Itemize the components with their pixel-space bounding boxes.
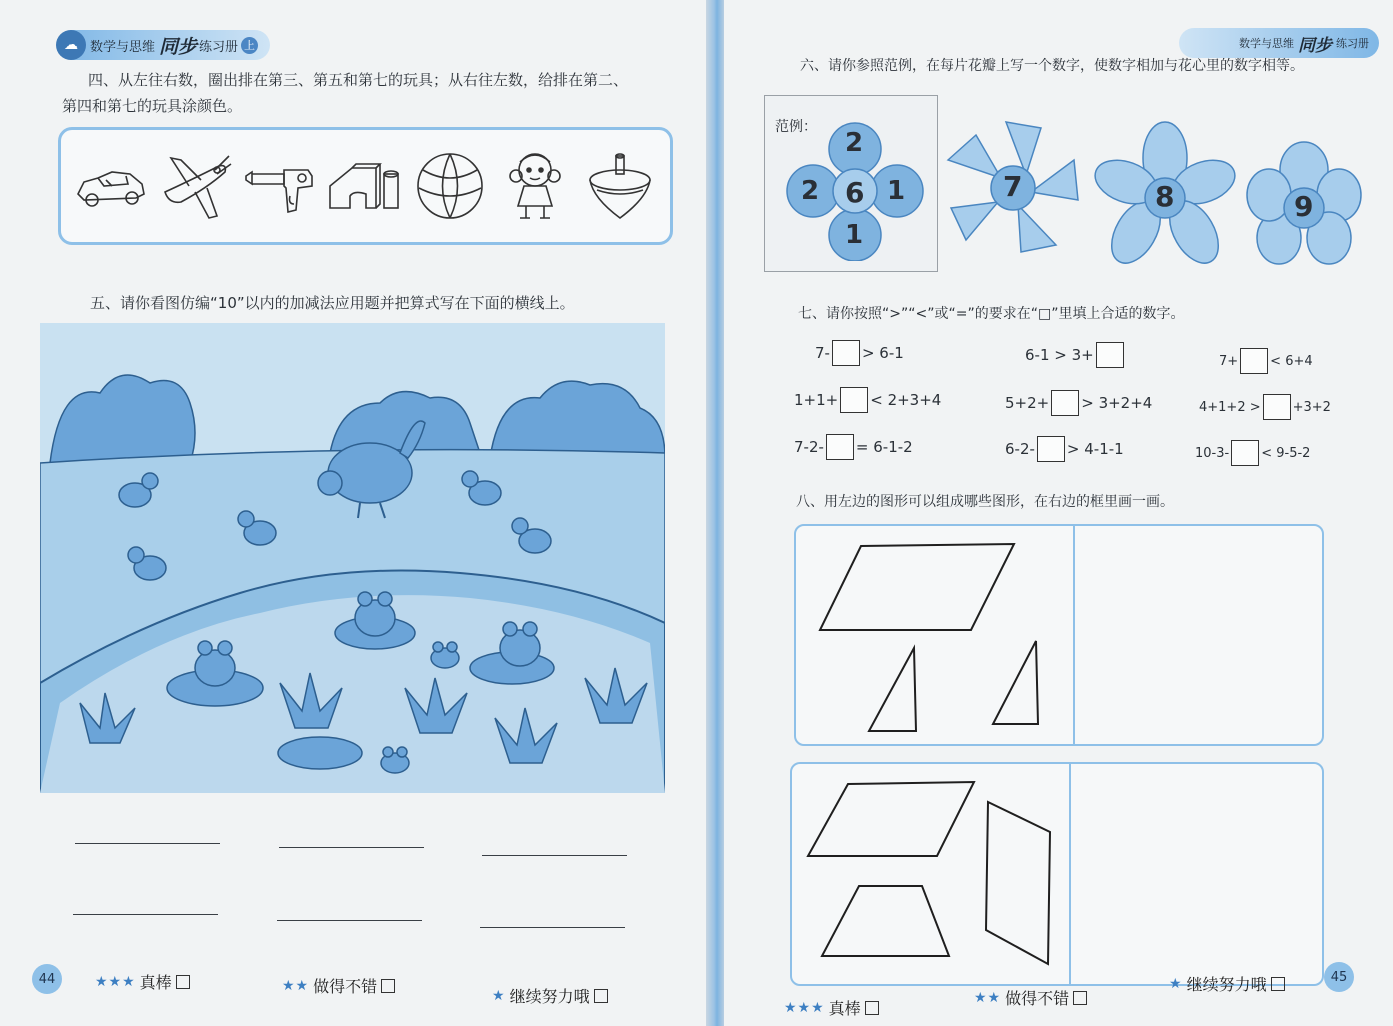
ball-icon[interactable]: [411, 146, 489, 226]
eq-right: +3+2: [1292, 399, 1331, 415]
panel-divider: [1069, 764, 1071, 984]
cloud-logo-icon: ☁: [56, 30, 86, 60]
flower-center-number: 8: [1155, 180, 1175, 213]
parallelogram-shape: [986, 802, 1050, 964]
answer-box[interactable]: [1231, 440, 1259, 466]
equation: [1219, 348, 1313, 374]
example-center: 6: [845, 176, 865, 209]
stars-icon: ★★: [282, 977, 310, 994]
q8-text: 八、用左边的图形可以组成哪些图形，在右边的框里画一画。: [796, 494, 1174, 510]
answer-line[interactable]: [482, 855, 627, 856]
given-shapes: [796, 526, 1073, 744]
flower-eight: [1094, 120, 1236, 270]
rating-checkbox[interactable]: [1073, 991, 1087, 1005]
answer-box[interactable]: [1051, 390, 1079, 416]
answer-line[interactable]: [279, 847, 424, 848]
header-title: 同步: [1298, 35, 1332, 56]
rating-label: 真棒: [139, 973, 172, 992]
eq-left: 7-2-: [794, 438, 824, 456]
example-petal-left: 2: [801, 176, 820, 206]
answer-box[interactable]: [1096, 342, 1124, 368]
equation: [1005, 390, 1152, 416]
example-label: 范例：: [775, 119, 817, 135]
eq-right: < 2+3+4: [870, 391, 942, 409]
panel-divider: [1073, 526, 1075, 744]
flower-seven: [946, 120, 1081, 255]
equation: [1005, 436, 1124, 462]
flower-center-number: 9: [1294, 190, 1314, 223]
parallelogram-shape: [820, 544, 1014, 630]
equation: [794, 387, 941, 413]
rating-checkbox[interactable]: [381, 979, 395, 993]
rating-checkbox[interactable]: [865, 1001, 879, 1015]
answer-box[interactable]: [1263, 394, 1291, 420]
rating-checkbox[interactable]: [176, 975, 190, 989]
eq-left: 5+2+: [1005, 394, 1050, 412]
rating-label: 真棒: [828, 999, 861, 1018]
rating-great: [95, 970, 190, 993]
answer-line[interactable]: [277, 920, 422, 921]
right-page: [724, 0, 1393, 1026]
rating-keep-trying: [1169, 972, 1285, 995]
equation: [1025, 342, 1126, 368]
triangle-shape: [993, 641, 1038, 724]
toy-row: [58, 127, 673, 245]
eq-left: 6-1 > 3+: [1025, 346, 1094, 364]
q4-text-line2: 第四和第七的玩具涂颜色。: [62, 97, 243, 115]
toy-gun-icon[interactable]: [242, 146, 320, 226]
volume-badge: 上: [241, 37, 258, 54]
answer-box[interactable]: [832, 340, 860, 366]
doll-icon[interactable]: [496, 146, 574, 226]
spinning-top-icon[interactable]: [581, 146, 659, 226]
eq-right: > 6-1: [861, 344, 904, 362]
flower-center-number: 7: [1003, 170, 1023, 203]
shape-panel-1: [794, 524, 1324, 746]
answer-box[interactable]: [840, 387, 868, 413]
eq-left: 1+1+: [794, 391, 839, 409]
parallelogram-shape: [808, 782, 974, 856]
rating-good: [282, 974, 395, 997]
stars-icon: ★★★: [784, 999, 825, 1016]
q4-text-line1: 四、从左往右数，圈出排在第三、第五和第七的玩具；从右往左数，给排在第二、: [88, 71, 629, 89]
example-petal-bottom: 1: [845, 220, 864, 250]
header-series: 数学与思维: [90, 39, 156, 55]
eq-right: > 3+2+4: [1081, 394, 1153, 412]
page-number: 44: [32, 964, 62, 994]
page-header: [58, 30, 270, 60]
book-gutter: [706, 0, 726, 1026]
page-number: 45: [1324, 962, 1354, 992]
header-title: 同步: [159, 35, 198, 58]
equation: [794, 434, 913, 460]
trapezoid-shape: [822, 886, 949, 956]
example-petal-top: 2: [845, 128, 864, 158]
q5-text: 五、请你看图仿编“10”以内的加减法应用题并把算式写在下面的横线上。: [90, 294, 575, 312]
airplane-icon[interactable]: [157, 146, 235, 226]
eq-left: 7+: [1219, 353, 1239, 369]
rating-keep-trying: [492, 984, 608, 1007]
eq-left: 4+1+2 >: [1199, 399, 1261, 415]
eq-right: < 6+4: [1270, 353, 1313, 369]
rating-label: 继续努力哦: [509, 987, 590, 1006]
equation: [1195, 440, 1310, 466]
q7-text: 七、请你按照“>”“<”或“=”的要求在“□”里填上合适的数字。: [798, 306, 1185, 322]
answer-line[interactable]: [480, 927, 625, 928]
rating-label: 做得不错: [1005, 989, 1070, 1008]
q6-text: 六、请你参照范例，在每片花瓣上写一个数字，使数字相加与花心里的数字相等。: [800, 58, 1304, 74]
stars-icon: ★: [1169, 975, 1183, 992]
answer-line[interactable]: [73, 914, 218, 915]
stars-icon: ★★★: [95, 973, 136, 990]
rating-checkbox[interactable]: [594, 989, 608, 1003]
example-petal-right: 1: [887, 176, 906, 206]
triangle-shape: [869, 648, 916, 731]
answer-box[interactable]: [1037, 436, 1065, 462]
eq-right: > 4-1-1: [1066, 440, 1124, 458]
equation: [1199, 394, 1331, 420]
flower-nine: [1244, 140, 1364, 270]
car-icon[interactable]: [72, 146, 150, 226]
rating-label: 继续努力哦: [1186, 975, 1267, 994]
rating-great: [784, 996, 879, 1019]
drawing-area[interactable]: [1076, 526, 1320, 740]
answer-line[interactable]: [75, 843, 220, 844]
header-series: 数学与思维: [1239, 37, 1294, 50]
eq-right: < 9-5-2: [1261, 445, 1311, 461]
pond-scene: [40, 323, 665, 793]
equation: [815, 340, 904, 366]
rating-checkbox[interactable]: [1271, 977, 1285, 991]
given-shapes: [792, 764, 1069, 984]
stars-icon: ★★: [974, 989, 1002, 1006]
rating-good: [974, 986, 1087, 1009]
example-frame: [764, 95, 938, 272]
eq-right: = 6-1-2: [855, 438, 913, 456]
eq-left: 6-2-: [1005, 440, 1035, 458]
header-subtitle: 练习册: [199, 39, 239, 55]
rating-label: 做得不错: [313, 977, 378, 996]
eq-left: 10-3-: [1195, 445, 1230, 461]
header-subtitle: 练习册: [1336, 37, 1369, 50]
answer-box[interactable]: [1240, 348, 1268, 374]
shape-panel-2: [790, 762, 1324, 986]
eq-left: 7-: [815, 344, 830, 362]
drawing-area[interactable]: [1072, 764, 1320, 980]
stars-icon: ★: [492, 987, 506, 1004]
answer-box[interactable]: [826, 434, 854, 460]
building-blocks-icon[interactable]: [326, 146, 404, 226]
